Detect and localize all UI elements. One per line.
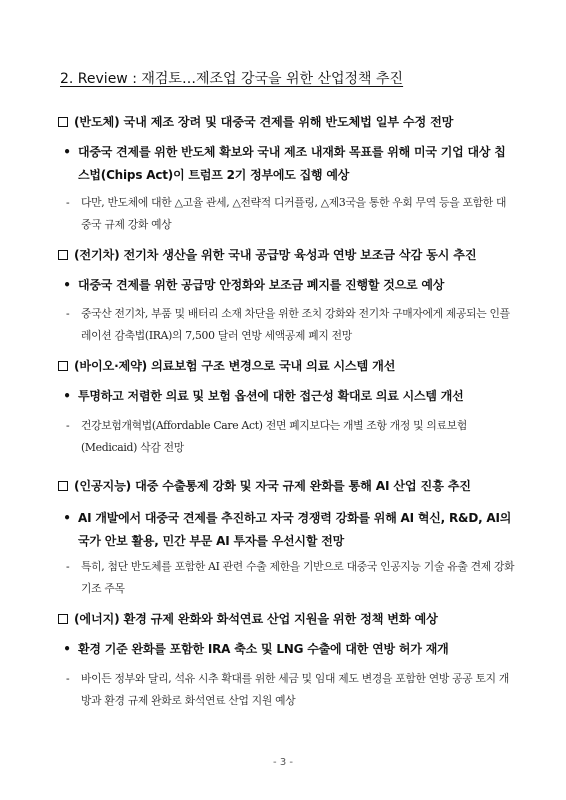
bullet-ai: [60, 507, 516, 553]
detail-energy: [66, 668, 516, 712]
detail-text: 다만, 반도체에 대한 △고율 관세, △전략적 디커플링, △제3국을 통한 우회 무역 등을 포함한 대중국 규제 강화 예상: [81, 196, 507, 231]
checkbox-square-icon: [58, 250, 68, 260]
section-heading-text: (인공지능) 대중 수출통제 강화 및 자국 규제 완화를 통해 AI 산업 진흥 추진: [74, 479, 471, 493]
bullet-text: 대중국 견제를 위한 반도체 확보와 국내 제조 내재화 목표를 위해 미국 기업 대상 칩스법(Chips Act)이 트럼프 2기 정부에도 집행 예상: [78, 145, 506, 182]
dash-icon: -: [66, 560, 70, 573]
dash-icon: -: [66, 419, 70, 432]
section-heading-semiconductor: [58, 113, 518, 131]
detail-ev: [66, 303, 516, 347]
section-heading-text: (전기차) 전기차 생산을 위한 국내 공급망 육성과 연방 보조금 삭감 동시 추진: [74, 248, 477, 262]
section-heading-ev: [58, 246, 518, 264]
section-heading-bio: [58, 357, 518, 375]
dash-icon: -: [66, 307, 70, 320]
bullet-text: 환경 기준 완화를 포함한 IRA 축소 및 LNG 수출에 대한 연방 허가 재개: [78, 642, 449, 656]
bullet-energy: [60, 638, 516, 661]
checkbox-square-icon: [58, 614, 68, 624]
dash-icon: -: [66, 672, 70, 685]
page-number: - 3 -: [273, 757, 293, 768]
section-heading-ai: [58, 477, 518, 495]
detail-text: 중국산 전기차, 부품 및 배터리 소재 차단을 위한 조치 강화와 전기차 구매자에게 제공되는 인플레이션 감축법(IRA)의 7,500 달러 연방 세액공제 폐지 전망: [81, 307, 510, 342]
bullet-text: 투명하고 저렴한 의료 및 보험 옵션에 대한 접근성 확대로 의료 시스템 개선: [78, 389, 464, 403]
section-heading-text: (반도체) 국내 제조 장려 및 대중국 견제를 위해 반도체법 일부 수정 전망: [74, 115, 454, 129]
detail-text: 특히, 첨단 반도체를 포함한 AI 관련 수출 제한을 기반으로 대중국 인공지능 기술 유출 견제 강화 기조 주목: [81, 560, 515, 595]
bullet-bio: [60, 385, 516, 408]
detail-ai: [66, 556, 516, 600]
bullet-dot-icon: •: [63, 389, 71, 403]
detail-bio: [66, 415, 516, 459]
detail-text: 바이든 정부와 달리, 석유 시추 확대를 위한 세금 및 임대 제도 변경을 포함한 연방 공공 토지 개방과 환경 규제 완화로 화석연료 산업 지원 예상: [81, 672, 510, 707]
bullet-semiconductor: [60, 141, 516, 187]
detail-text: 건강보험개혁법(Affordable Care Act) 전면 폐지보다는 개별 조항 개정 및 의료보험(Medicaid) 삭감 전망: [81, 419, 467, 454]
dash-icon: -: [66, 196, 70, 209]
checkbox-square-icon: [58, 481, 68, 491]
detail-semiconductor: [66, 192, 516, 236]
section-heading-text: (에너지) 환경 규제 완화와 화석연료 산업 지원을 위한 정책 변화 예상: [74, 612, 438, 626]
page-title: 2. Review : 재검토…제조업 강국을 위한 산업정책 추진: [60, 71, 404, 87]
checkbox-square-icon: [58, 361, 68, 371]
checkbox-square-icon: [58, 117, 68, 127]
bullet-text: AI 개발에서 대중국 견제를 추진하고 자국 경쟁력 강화를 위해 AI 혁신, R&D, AI의 국가 안보 활용, 민간 부문 AI 투자를 우선시할 전망: [78, 511, 512, 548]
bullet-dot-icon: •: [63, 145, 71, 159]
bullet-text: 대중국 견제를 위한 공급망 안정화와 보조금 폐지를 진행할 것으로 예상: [78, 278, 445, 292]
bullet-dot-icon: •: [63, 642, 71, 656]
section-heading-energy: [58, 610, 518, 628]
section-heading-text: (바이오·제약) 의료보험 구조 변경으로 국내 의료 시스템 개선: [74, 359, 396, 373]
bullet-dot-icon: •: [63, 278, 71, 292]
bullet-dot-icon: •: [63, 511, 71, 525]
bullet-ev: [60, 274, 516, 297]
